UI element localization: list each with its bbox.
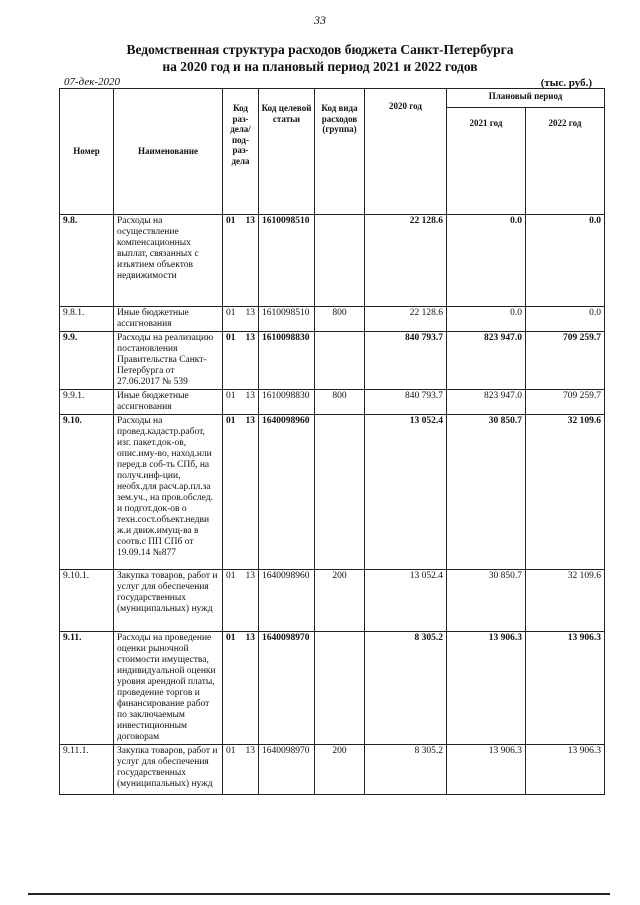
document-title (0, 41, 640, 75)
row-section: 01 (226, 391, 236, 401)
row-value-2021: 823 947.0 (447, 390, 526, 415)
row-expense-type: 800 (315, 307, 365, 332)
row-target-code: 1610098510 (259, 307, 315, 332)
row-number: 9.9.1. (60, 390, 114, 415)
header-expense-type: Код вида расходов (группа) (315, 89, 365, 215)
row-value-2022: 32 109.6 (526, 415, 605, 570)
table-row (60, 390, 605, 415)
units-label: (тыс. руб.) (540, 77, 592, 89)
table-body (60, 215, 605, 795)
row-name: Расходы на проведение оценки рыночной стоимости имущества, индивидуальной оценки уровня арендной платы, проведение торгов и финансирование работ по заключаемым инвестиционным договорам (114, 632, 223, 745)
table-row (60, 632, 605, 745)
header-year-2022: 2022 год (526, 108, 605, 215)
header-year-2020: 2020 год (365, 89, 447, 215)
header-year-2021: 2021 год (447, 108, 526, 215)
row-value-2022: 0.0 (526, 215, 605, 307)
document-date: 07-дек-2020 (64, 76, 121, 88)
row-expense-type (315, 415, 365, 570)
row-value-2021: 823 947.0 (447, 332, 526, 390)
row-section-code (223, 570, 259, 632)
row-name: Расходы на осуществление компенсационных выплат, связанных с изъятием объектов недвижимости (114, 215, 223, 307)
header-planned-period: Плановый период (447, 89, 605, 108)
row-section: 01 (226, 333, 236, 343)
row-number: 9.10. (60, 415, 114, 570)
row-number: 9.10.1. (60, 570, 114, 632)
row-number: 9.8.1. (60, 307, 114, 332)
row-target-code: 1610098830 (259, 390, 315, 415)
row-name: Иные бюджетные ассигнования (114, 307, 223, 332)
row-name: Расходы на провед.кадастр.работ, изг. пакет.док-ов, опис.иму-во, наход.или перед.в соб-ть СПб, на получ.инф-ции, необх.для расч.ар.пл.за зем.уч., на пров.обслед. и подгот.док-ов о техн.сост.объект.недви ж.и движ.имущ-ва в соотв.с ПП СПб от 19.09.14 №877 (114, 415, 223, 570)
row-number: 9.11.1. (60, 745, 114, 795)
row-name: Иные бюджетные ассигнования (114, 390, 223, 415)
row-value-2021: 13 906.3 (447, 632, 526, 745)
row-section: 01 (226, 571, 236, 581)
row-subsection: 13 (245, 746, 255, 756)
header-section-code: Код раз-дела/ под-раз-дела (223, 89, 259, 215)
row-subsection: 13 (245, 333, 255, 343)
row-number: 9.8. (60, 215, 114, 307)
row-number: 9.11. (60, 632, 114, 745)
table-row (60, 215, 605, 307)
row-subsection: 13 (245, 308, 255, 318)
row-value-2022: 709 259.7 (526, 390, 605, 415)
row-value-2022: 0.0 (526, 307, 605, 332)
row-subsection: 13 (245, 216, 255, 226)
table-row (60, 570, 605, 632)
row-target-code: 1610098510 (259, 215, 315, 307)
row-value-2020: 22 128.6 (365, 307, 447, 332)
row-name: Закупка товаров, работ и услуг для обеспечения государственных (муниципальных) нужд (114, 570, 223, 632)
row-target-code: 1640098960 (259, 570, 315, 632)
row-subsection: 13 (245, 416, 255, 426)
row-expense-type: 800 (315, 390, 365, 415)
row-value-2022: 13 906.3 (526, 632, 605, 745)
row-name: Расходы на реализацию постановления Правительства Санкт-Петербурга от 27.06.2017 № 539 (114, 332, 223, 390)
table-row (60, 745, 605, 795)
header-name: Наименование (114, 89, 223, 215)
row-target-code: 1640098960 (259, 415, 315, 570)
row-expense-type (315, 632, 365, 745)
row-section: 01 (226, 416, 236, 426)
table-row (60, 415, 605, 570)
row-target-code: 1640098970 (259, 632, 315, 745)
row-value-2021: 13 906.3 (447, 745, 526, 795)
row-section: 01 (226, 216, 236, 226)
row-name: Закупка товаров, работ и услуг для обеспечения государственных (муниципальных) нужд (114, 745, 223, 795)
row-expense-type (315, 215, 365, 307)
row-value-2021: 0.0 (447, 307, 526, 332)
row-section-code (223, 415, 259, 570)
row-number: 9.9. (60, 332, 114, 390)
row-target-code: 1640098970 (259, 745, 315, 795)
header-target-code: Код целевой статьи (259, 89, 315, 215)
row-value-2020: 840 793.7 (365, 332, 447, 390)
row-expense-type (315, 332, 365, 390)
row-value-2022: 709 259.7 (526, 332, 605, 390)
table-row (60, 332, 605, 390)
row-section: 01 (226, 308, 236, 318)
row-value-2020: 13 052.4 (365, 415, 447, 570)
bottom-divider (28, 893, 610, 895)
row-section-code (223, 215, 259, 307)
row-expense-type: 200 (315, 745, 365, 795)
page-number: 33 (314, 13, 326, 27)
row-section-code (223, 632, 259, 745)
row-value-2020: 8 305.2 (365, 632, 447, 745)
row-value-2020: 840 793.7 (365, 390, 447, 415)
budget-table (59, 88, 605, 795)
row-subsection: 13 (245, 391, 255, 401)
row-section: 01 (226, 633, 236, 643)
row-section-code (223, 307, 259, 332)
row-value-2020: 8 305.2 (365, 745, 447, 795)
row-value-2021: 0.0 (447, 215, 526, 307)
row-section-code (223, 332, 259, 390)
row-section-code (223, 745, 259, 795)
row-value-2020: 13 052.4 (365, 570, 447, 632)
title-line-1: Ведомственная структура расходов бюджета Санкт-Петербурга (126, 42, 514, 57)
header-number: Номер (60, 89, 114, 215)
row-value-2022: 32 109.6 (526, 570, 605, 632)
row-target-code: 1610098830 (259, 332, 315, 390)
row-value-2021: 30 850.7 (447, 570, 526, 632)
row-value-2022: 13 906.3 (526, 745, 605, 795)
row-value-2020: 22 128.6 (365, 215, 447, 307)
table-row (60, 307, 605, 332)
row-expense-type: 200 (315, 570, 365, 632)
row-subsection: 13 (245, 571, 255, 581)
row-section-code (223, 390, 259, 415)
row-subsection: 13 (245, 633, 255, 643)
title-line-2: на 2020 год и на плановый период 2021 и 2022 годов (162, 59, 478, 74)
row-section: 01 (226, 746, 236, 756)
row-value-2021: 30 850.7 (447, 415, 526, 570)
